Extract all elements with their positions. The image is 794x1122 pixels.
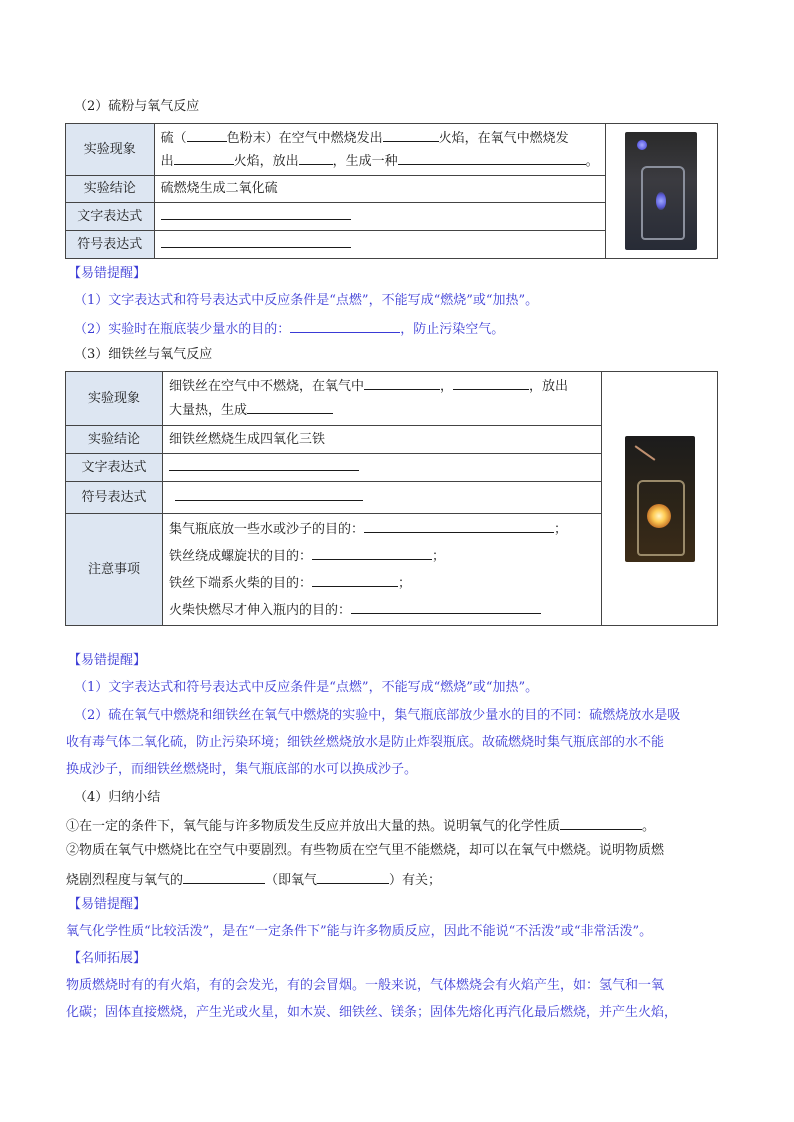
- extension-title: 【名师拓展】: [68, 951, 147, 966]
- summary-text: ）有关；: [389, 873, 442, 888]
- hint-line: [74, 318, 504, 339]
- summary-text: 。: [642, 819, 656, 834]
- answer-blank[interactable]: [398, 150, 586, 165]
- row-label-conclusion: 实验结论: [66, 426, 163, 454]
- answer-blank[interactable]: [169, 456, 359, 471]
- note-text: 火柴快燃尽才伸入瓶内的目的：: [169, 602, 352, 618]
- word-equation-cell: [154, 203, 605, 231]
- summary-line: [66, 869, 441, 890]
- iron-table: [65, 371, 718, 626]
- note-text: ；: [554, 521, 568, 537]
- row-label-conclusion: 实验结论: [66, 176, 155, 203]
- hint-title: 【易错提醒】: [68, 266, 147, 281]
- phen-text: 色粉末）在空气中燃烧发出: [226, 130, 383, 146]
- summary-text: 烧剧烈程度与氧气的: [66, 873, 184, 888]
- answer-blank[interactable]: [560, 815, 642, 830]
- row-label-phenomenon: 实验现象: [66, 124, 155, 176]
- answer-blank[interactable]: [364, 518, 554, 533]
- sulfur-photo-cell: [605, 124, 717, 259]
- answer-blank[interactable]: [312, 545, 432, 560]
- section-3-heading: （3）细铁丝与氧气反应: [74, 347, 213, 362]
- iron-photo-cell: [602, 372, 718, 626]
- hint-title: 【易错提醒】: [68, 897, 147, 912]
- phen-text: ，: [440, 378, 454, 394]
- symbol-equation-cell: [154, 231, 605, 259]
- row-label-word-equation: 文字表达式: [66, 454, 163, 482]
- row-label-phenomenon: 实验现象: [66, 372, 163, 426]
- phen-text: ，生成一种: [332, 153, 398, 169]
- phenomenon-cell: [154, 124, 605, 176]
- answer-blank[interactable]: [453, 375, 529, 390]
- phen-text: ，放出: [529, 378, 569, 394]
- phen-text: 火焰，在氧气中燃烧发: [438, 130, 569, 146]
- note-text: ；: [398, 575, 412, 591]
- section-4-heading: （4）归纳小结: [74, 790, 161, 805]
- row-label-notes: 注意事项: [66, 514, 163, 626]
- summary-text: ①在一定的条件下，氧气能与许多物质发生反应并放出大量的热。说明氧气的化学性质: [66, 819, 561, 834]
- answer-blank[interactable]: [174, 150, 234, 165]
- hint-line: 氧气化学性质“比较活泼”，是在“一定条件下”能与许多物质反应，因此不能说“不活泼”或“非常活泼”。: [66, 924, 653, 939]
- hint-text: （2）实验时在瓶底装少量水的目的：: [74, 322, 291, 337]
- row-label-word-equation: 文字表达式: [66, 203, 155, 231]
- iron-burning-photo: [625, 436, 695, 562]
- summary-text: （即氧气: [265, 873, 318, 888]
- word-equation-cell: [163, 454, 602, 482]
- symbol-equation-cell: [163, 482, 602, 514]
- hint-text: ，防止污染空气。: [400, 322, 505, 337]
- answer-blank[interactable]: [187, 127, 227, 142]
- extension-line: 物质燃烧时有的有火焰，有的会发光，有的会冒烟。一般来说，气体燃烧会有火焰产生，如：氢气和一氧: [66, 978, 665, 993]
- answer-blank[interactable]: [351, 599, 541, 614]
- summary-line: ②物质在氧气中燃烧比在空气中要剧烈。有些物质在空气里不能燃烧，却可以在氧气中燃烧。说明物质燃: [66, 843, 665, 858]
- conclusion-cell: 硫燃烧生成二氧化硫: [154, 176, 605, 203]
- answer-blank[interactable]: [161, 205, 351, 220]
- answer-blank[interactable]: [317, 869, 389, 884]
- answer-blank[interactable]: [175, 486, 363, 501]
- sulfur-burning-photo: [625, 132, 697, 250]
- answer-blank[interactable]: [290, 318, 400, 333]
- note-text: 铁丝绕成螺旋状的目的：: [169, 548, 313, 564]
- phen-text: 火焰，放出: [233, 153, 299, 169]
- row-label-symbol-equation: 符号表达式: [66, 482, 163, 514]
- phen-text: 细铁丝在空气中不燃烧，在氧气中: [169, 378, 365, 394]
- answer-blank[interactable]: [183, 869, 265, 884]
- hint-line: （1）文字表达式和符号表达式中反应条件是“点燃”，不能写成“燃烧”或“加热”。: [74, 680, 539, 695]
- answer-blank[interactable]: [161, 233, 351, 248]
- phenomenon-cell: [163, 372, 602, 426]
- answer-blank[interactable]: [247, 399, 333, 414]
- section-2-heading: （2）硫粉与氧气反应: [74, 99, 200, 114]
- answer-blank[interactable]: [383, 127, 439, 142]
- answer-blank[interactable]: [312, 572, 398, 587]
- phen-text: 硫（: [160, 130, 187, 146]
- hint-line: 换成沙子，而细铁丝燃烧时，集气瓶底部的水可以换成沙子。: [66, 762, 418, 777]
- hint-line: （2）硫在氧气中燃烧和细铁丝在氧气中燃烧的实验中，集气瓶底部放少量水的目的不同：硫燃烧放水是吸: [74, 708, 681, 723]
- notes-cell: [163, 514, 602, 626]
- extension-line: 化碳；固体直接燃烧，产生光或火星，如木炭、细铁丝、镁条；固体先熔化再汽化最后燃烧，并产生火焰，: [66, 1005, 678, 1020]
- answer-blank[interactable]: [299, 150, 333, 165]
- summary-line: [66, 815, 655, 836]
- answer-blank[interactable]: [364, 375, 440, 390]
- phen-text: 。: [585, 153, 599, 169]
- note-text: 集气瓶底放一些水或沙子的目的：: [169, 521, 365, 537]
- row-label-symbol-equation: 符号表达式: [66, 231, 155, 259]
- conclusion-cell: 细铁丝燃烧生成四氧化三铁: [163, 426, 602, 454]
- note-text: ；: [432, 548, 446, 564]
- phen-text: 大量热，生成: [169, 402, 248, 418]
- hint-line: （1）文字表达式和符号表达式中反应条件是“点燃”，不能写成“燃烧”或“加热”。: [74, 293, 539, 308]
- sulfur-table: [65, 123, 718, 259]
- note-text: 铁丝下端系火柴的目的：: [169, 575, 313, 591]
- hint-line: 收有毒气体二氧化硫，防止污染环境；细铁丝燃烧放水是防止炸裂瓶底。故硫燃烧时集气瓶底部的水不能: [66, 735, 665, 750]
- hint-title: 【易错提醒】: [68, 653, 147, 668]
- phen-text: 出: [160, 153, 174, 169]
